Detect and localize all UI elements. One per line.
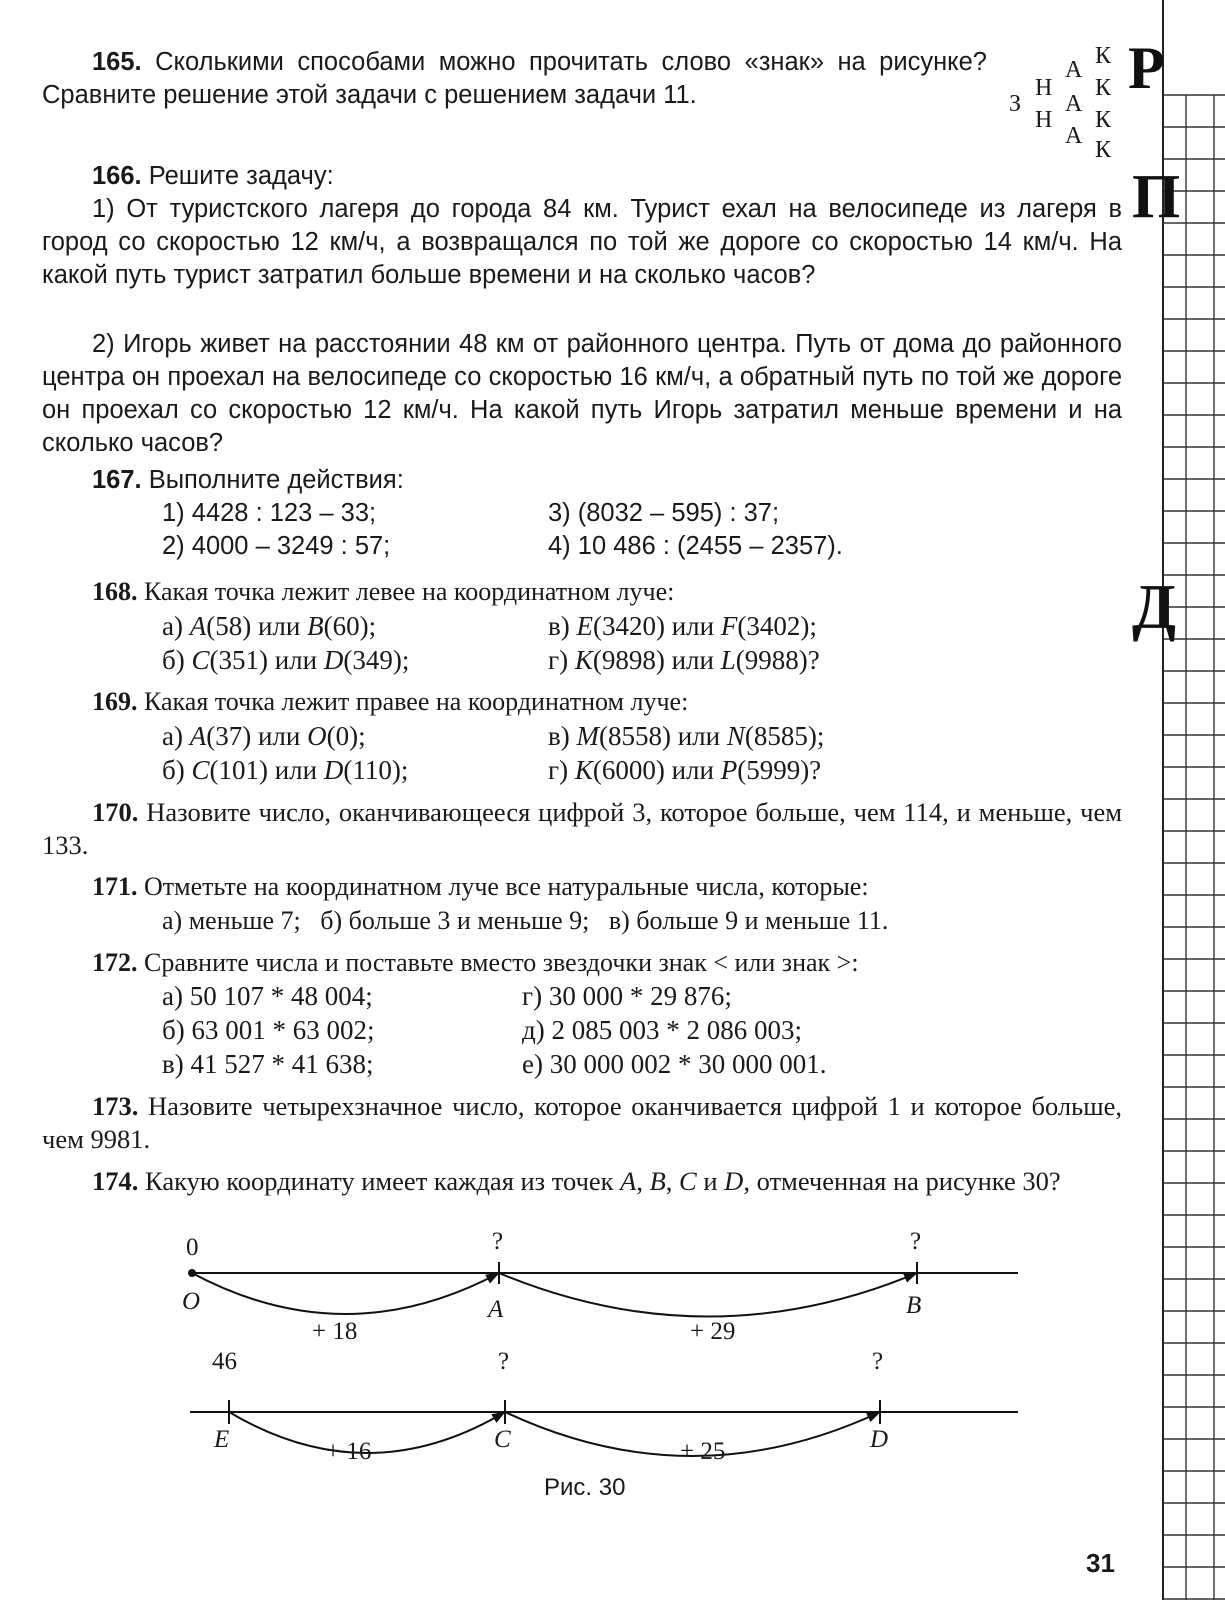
item-168-b: б) C(351) или D(349); xyxy=(162,645,410,675)
item-169-v: в) M(8558) или N(8585); xyxy=(548,721,825,751)
problem-number: 169. xyxy=(92,687,138,716)
page-number: 31 xyxy=(1086,1548,1115,1578)
margin-letter-d: Д xyxy=(1132,571,1177,642)
problem-number: 168. xyxy=(92,577,138,606)
letter-k1: К xyxy=(1095,43,1112,69)
figure-caption: Рис. 30 xyxy=(544,1474,626,1501)
letter-n1: Н xyxy=(1035,75,1053,101)
letter-k3: К xyxy=(1095,107,1112,133)
label-plus-29: + 29 xyxy=(690,1318,736,1345)
margin-letter-r: Р xyxy=(1128,35,1165,101)
margin-letter-p: П xyxy=(1132,163,1181,231)
label-o: O xyxy=(182,1288,201,1315)
label-plus-18: + 18 xyxy=(312,1318,358,1345)
problem-166-part2: 2) Игорь живет на расстоянии 48 км от районного центра. Путь от дома до районного центра он проехал на велосипеде со скоростью 16 км/ч, а обратный путь по той же дороге он проехал со скоростью 12 км/ч. На какой путь Игорь затратил меньше времени и на сколько часов? xyxy=(42,330,1122,457)
problem-number: 170. xyxy=(92,797,139,827)
item-172-a: а) 50 107 * 48 004; xyxy=(162,981,373,1011)
label-plus-25: + 25 xyxy=(680,1438,726,1465)
problem-173 xyxy=(42,1090,1122,1156)
item-172-v: в) 41 527 * 41 638; xyxy=(162,1049,374,1079)
problem-172-intro xyxy=(42,946,1132,979)
label-e: E xyxy=(214,1426,230,1453)
letter-z: З xyxy=(1009,91,1022,117)
origin-dot xyxy=(188,1269,196,1277)
label-q-c: ? xyxy=(498,1348,510,1375)
problem-167-intro xyxy=(42,464,1142,497)
problem-170 xyxy=(42,796,1122,862)
problem-number: 171. xyxy=(92,872,138,901)
letter-k4: К xyxy=(1095,137,1112,163)
letter-k2: К xyxy=(1095,75,1112,101)
letter-a3: А xyxy=(1065,123,1083,149)
problem-number: 166. xyxy=(92,162,142,190)
problem-text: Назовите четырехзначное число, которое оканчивается цифрой 1 и которое больше, чем 9981. xyxy=(42,1091,1122,1154)
expr-4: 4) 10 486 : (2455 – 2357). xyxy=(548,532,843,560)
label-0: 0 xyxy=(186,1234,199,1261)
letter-n2: Н xyxy=(1035,107,1053,133)
problem-number: 173. xyxy=(92,1091,139,1121)
problem-number: 165. xyxy=(92,48,142,76)
problem-number: 172. xyxy=(92,948,138,977)
label-q-a: ? xyxy=(492,1228,504,1255)
label-a: A xyxy=(488,1296,504,1323)
problem-165 xyxy=(42,46,987,112)
item-172-e: е) 30 000 002 * 30 000 001. xyxy=(522,1049,827,1079)
item-172-b: б) 63 001 * 63 002; xyxy=(162,1015,375,1045)
problem-166-intro xyxy=(42,160,1142,193)
label-b: B xyxy=(906,1292,922,1319)
item-168-g: г) K(9898) или L(9988)? xyxy=(548,645,820,675)
item-172-g: г) 30 000 * 29 876; xyxy=(522,981,732,1011)
znak-letter-diagram xyxy=(1005,42,1125,162)
letter-a2: А xyxy=(1065,91,1083,117)
problem-text: Решите задачу: xyxy=(141,162,334,190)
label-plus-16: + 16 xyxy=(326,1438,372,1465)
problem-168-intro xyxy=(42,575,1142,608)
problem-number: 174. xyxy=(92,1166,139,1196)
problem-number: 167. xyxy=(92,466,142,494)
item-169-b: б) C(101) или D(110); xyxy=(162,755,409,785)
item-172-d: д) 2 085 003 * 2 086 003; xyxy=(522,1015,802,1045)
label-46: 46 xyxy=(212,1348,237,1375)
arc-plus-29 xyxy=(499,1273,917,1317)
expr-3: 3) (8032 – 595) : 37; xyxy=(548,499,780,527)
arc-plus-18 xyxy=(192,1273,499,1314)
label-q-b: ? xyxy=(910,1228,922,1255)
label-c: C xyxy=(494,1426,511,1453)
item-168-v: в) E(3420) или F(3402); xyxy=(548,611,817,641)
label-d: D xyxy=(870,1426,889,1453)
problem-text: Выполните действия: xyxy=(141,466,404,494)
problem-174: 174. Какую координату имеет каждая из точек A, B, C и D, отмеченная на рисунке 30? xyxy=(92,1166,1061,1196)
problem-169-intro xyxy=(42,685,1142,718)
item-168-a: а) A(58) или B(60); xyxy=(162,611,377,641)
expr-1: 1) 4428 : 123 – 33; xyxy=(162,499,377,527)
margin-grid xyxy=(1162,0,1225,1600)
item-169-a: а) A(37) или O(0); xyxy=(162,721,366,751)
problem-text: Назовите число, оканчивающееся цифрой 3, которое больше, чем 114, и меньше, чем 133. xyxy=(42,797,1122,860)
label-q-d: ? xyxy=(872,1348,884,1375)
problem-text: Какая точка лежит правее на координатном луче: xyxy=(137,687,689,716)
problem-text: Сколькими способами можно прочитать слово «знак» на рисунке? Сравните решение этой задачи с решением задачи 11. xyxy=(42,48,987,109)
expr-2: 2) 4000 – 3249 : 57; xyxy=(162,532,391,560)
problem-166-part1: 1) От туристского лагеря до города 84 км. Турист ехал на велосипеде из лагеря в город со скоростью 12 км/ч, а возвращался по той же дороге со скоростью 14 км/ч. На какой путь турист затратил больше времени и на сколько часов? xyxy=(42,195,1122,289)
problem-text: Какая точка лежит левее на координатном луче: xyxy=(137,577,675,606)
problem-171-intro xyxy=(42,870,1132,903)
letter-a1: А xyxy=(1065,57,1083,83)
item-171: а) меньше 7; б) больше 3 и меньше 9; в) больше 9 и меньше 11. xyxy=(162,906,889,935)
problem-text: Отметьте на координатном луче все натуральные числа, которые: xyxy=(137,872,869,901)
margin-grid-lines xyxy=(1164,0,1225,1600)
problem-text: Сравните числа и поставьте вместо звездочки знак < или знак >: xyxy=(137,948,859,977)
item-169-g: г) K(6000) или P(5999)? xyxy=(548,755,822,785)
